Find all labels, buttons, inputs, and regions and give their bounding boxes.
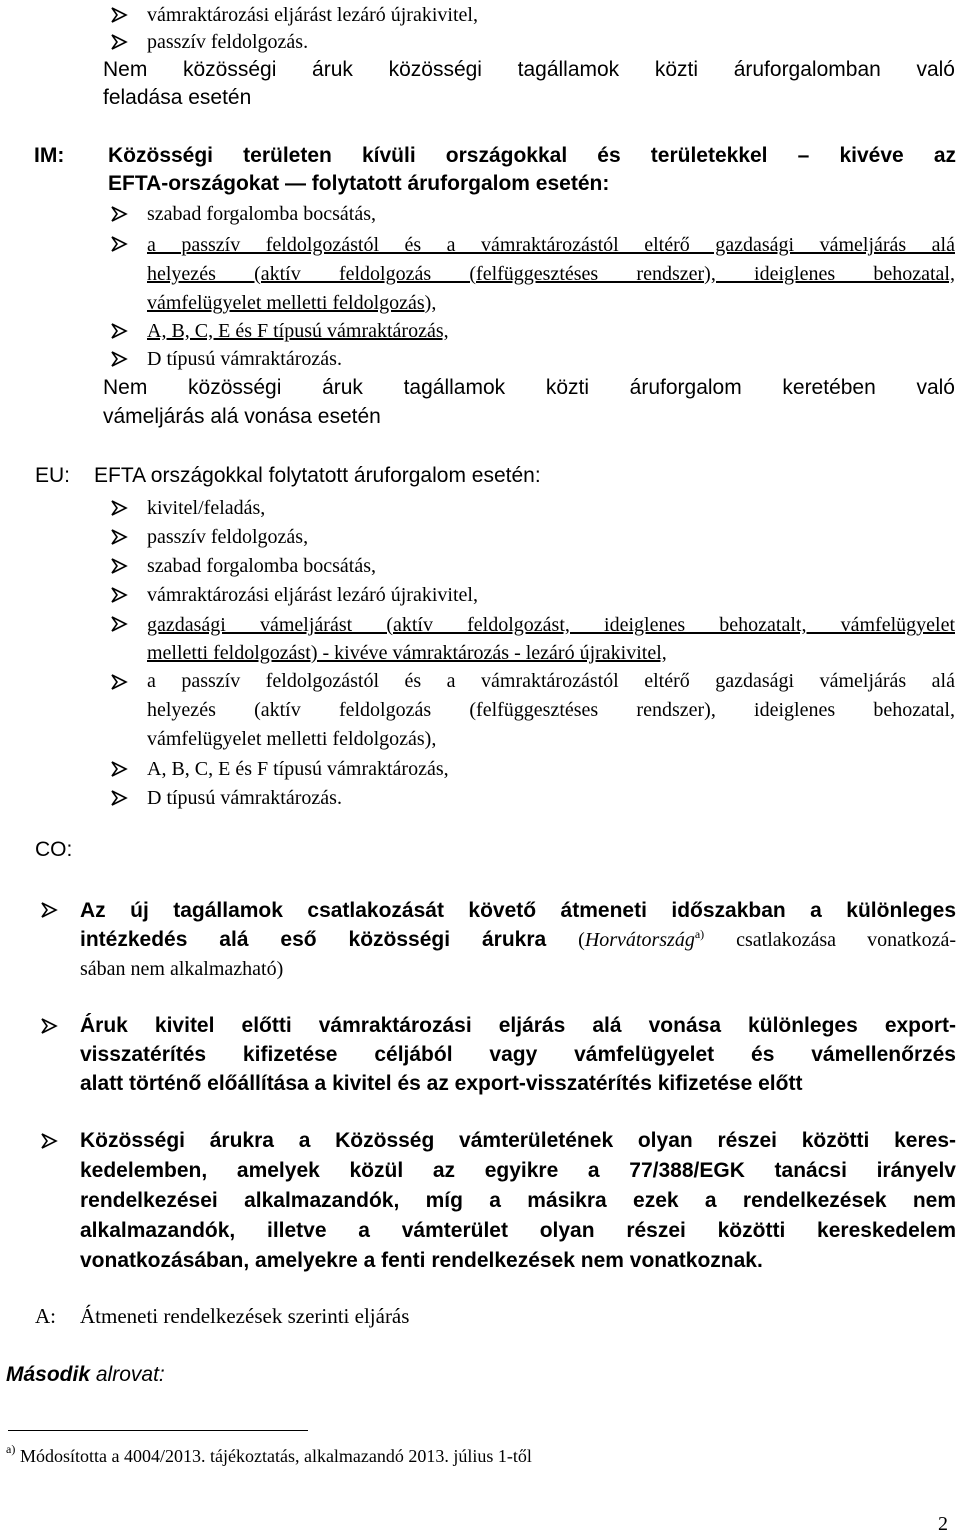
list-item: D típusú vámraktározás. [147,787,342,809]
list-item: szabad forgalomba bocsátás, [147,203,376,225]
list-item: vámraktározási eljárást lezáró újrakivitel, [147,584,478,606]
arrow-bullet-icon [110,586,128,604]
footnote-rule [8,1430,308,1431]
list-item: vámraktározási eljárást lezáró újrakivitel, [147,4,478,26]
arrow-bullet-icon [110,33,128,51]
list-item: passzív feldolgozás, [147,526,309,548]
arrow-bullet-icon [110,673,128,691]
arrow-bullet-icon [110,528,128,546]
list-item: gazdasági vámeljárást (aktív feldolgozást, ideiglenes behozatalt, vámfelügyelet melletti feldolgozást) - kivéve vámraktározás - lezáró újrakivitel, [147,614,955,664]
eu-label: EU: [35,464,71,487]
list-item: a passzív feldolgozástól és a vámraktározástól eltérő gazdasági vámeljárás alá helyezés (aktív feldolgozás (felfüggesztéses rendszer), ideiglenes behozatal, vámfelügyelet melletti feldolgozás), [147,234,955,314]
list-item: szabad forgalomba bocsátás, [147,555,376,577]
list-item: D típusú vámraktározás. [147,348,342,370]
co-label: CO: [35,838,73,861]
arrow-bullet-icon [110,615,128,633]
arrow-bullet-icon [110,322,128,340]
co-item: Áruk kivitel előtti vámraktározási eljárás alá vonása különleges export- visszatérítés kifizetése céljából vagy vámfelügyelet és vámellenőrzés alatt történő előállítása a kivitel és az export-visszatérítés kifizetése előtt [80,1014,956,1095]
eu-title: EFTA országokkal folytatott áruforgalom esetén: [94,464,541,487]
list-item: passzív feldolgozás. [147,31,309,53]
page-number: 2 [938,1513,948,1535]
arrow-bullet-icon [110,789,128,807]
arrow-bullet-icon [110,557,128,575]
arrow-bullet-icon [110,205,128,223]
list-item: kivitel/feladás, [147,497,266,519]
a-text: Átmeneti rendelkezések szerinti eljárás [80,1304,410,1328]
arrow-bullet-icon [110,499,128,517]
co-item: Az új tagállamok csatlakozását követő átmeneti időszakban a különleges intézkedés alá eső közösségi árukra (Horvátország$^{a)}$ csatlakozása vonatkozá- sában nem alkalmazható) [80,899,956,980]
footnote-marker: a) [6,1442,16,1456]
list-item: A, B, C, E és F típusú vámraktározás, [147,758,449,780]
a-label: A: [35,1304,56,1328]
arrow-bullet-icon [110,350,128,368]
list-item: A, B, C, E és F típusú vámraktározás, [147,320,449,342]
im-label: IM: [34,144,65,167]
arrow-bullet-icon [40,1132,58,1150]
arrow-bullet-icon [110,760,128,778]
list-item: a passzív feldolgozástól és a vámraktározástól eltérő gazdasági vámeljárás alá helyezés (aktív feldolgozás (felfüggesztéses rendszer), ideiglenes behozatal, vámfelügyelet melletti feldolgozás), [147,670,955,750]
subsection-title: Második alrovat: [6,1363,165,1386]
section-heading: Nem közösségi áruk tagállamok közti áruforgalom keretében való vámeljárás alá vonása esetén [103,376,955,428]
section-heading: Nem közösségi áruk közösségi tagállamok közti áruforgalomban való feladása esetén [103,58,955,109]
footnote-text: Módosította a 4004/2013. tájékoztatás, alkalmazandó 2013. július 1-től [20,1446,532,1466]
arrow-bullet-icon [110,235,128,253]
co-item: Közösségi árukra a Közösség vámterületének olyan részei közötti keres- kedelemben, amelyek közül az egyikre a 77/388/EGK tanácsi irányelv rendelkezései alkalmazandók, míg a másikra ezek a rendelkezések nem alkalmazandók, illetve a vámterület olyan részei közötti kereskedelem vonatkozásában, amelyekre a fenti rendelkezések nem vonatkoznak. [80,1129,956,1272]
arrow-bullet-icon [40,1017,58,1035]
arrow-bullet-icon [40,901,58,919]
im-title: Közösségi területen kívüli országokkal és területekkel – kivéve az EFTA-országokat — folytatott áruforgalom esetén: [108,144,956,195]
arrow-bullet-icon [110,6,128,24]
